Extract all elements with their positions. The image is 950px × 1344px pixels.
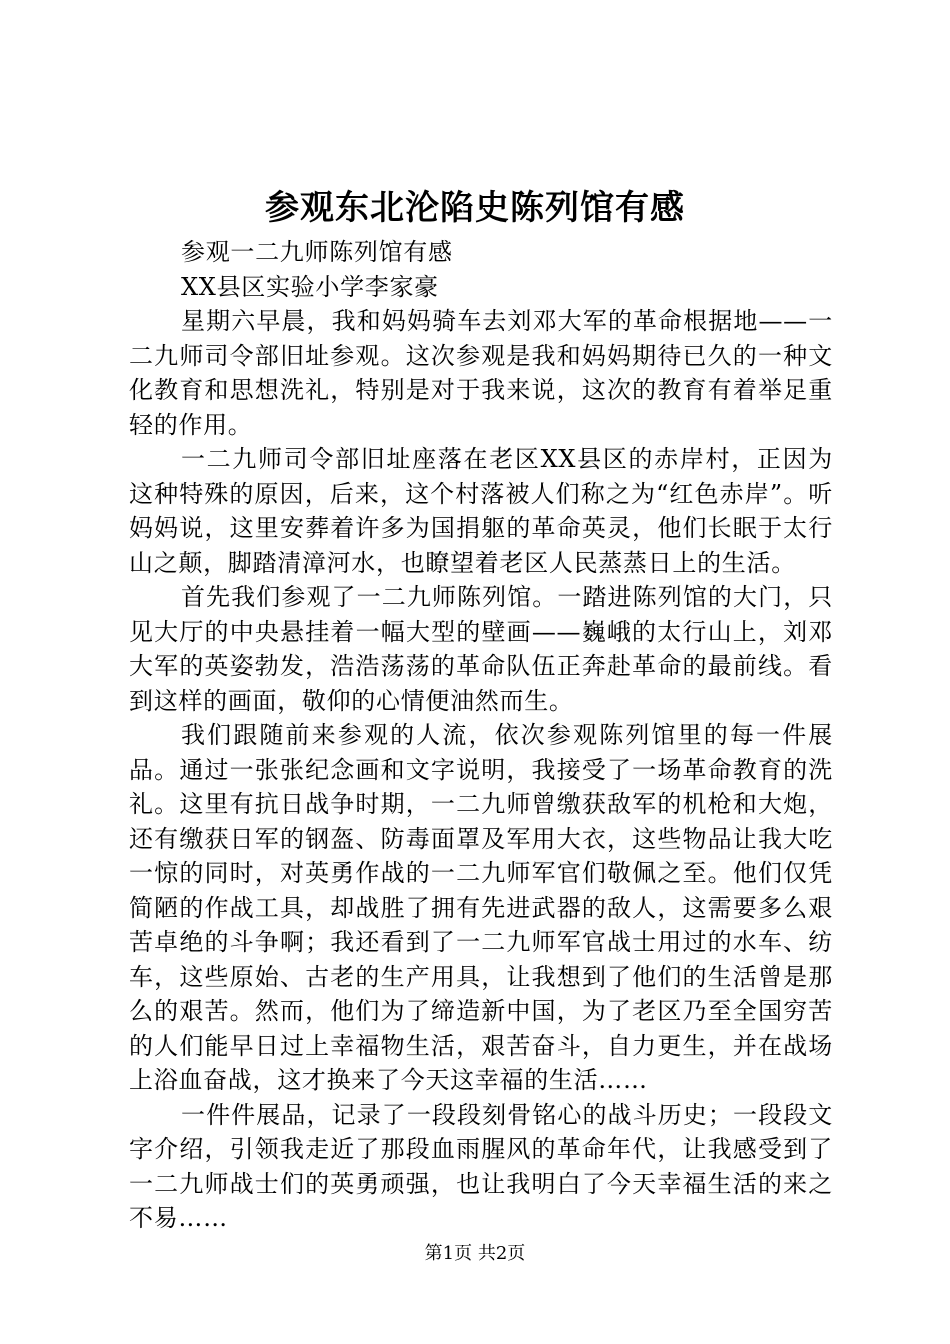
document-title: 参观东北沦陷史陈列馆有感 (265, 188, 685, 228)
body-paragraph: 一二九师司令部旧址座落在老区XX县区的赤岸村，正因为这种特殊的原因，后来，这个村落被人们称之为“红色赤岸”。听妈妈说，这里安葬着许多为国捐躯的革命英灵，他们长眠于太行山之颠，脚踏清漳河水，也瞭望着老区人民蒸蒸日上的生活。 (129, 445, 833, 577)
subtitle-line: 参观一二九师陈列馆有感 (181, 238, 453, 266)
body-paragraph: 一件件展品，记录了一段段刻骨铭心的战斗历史；一段段文字介绍，引领我走近了那段血雨腥风的革命年代，让我感受到了一二九师战士们的英勇顽强，也让我明白了今天幸福生活的来之不易…… (129, 1100, 833, 1232)
author-line: XX县区实验小学李家豪 (181, 272, 439, 301)
page-footer: 第1页 共2页 (424, 1243, 526, 1264)
body-paragraph: 我们跟随前来参观的人流，依次参观陈列馆里的每一件展品。通过一张张纪念画和文字说明，我接受了一场革命教育的洗礼。这里有抗日战争时期，一二九师曾缴获敌军的机枪和大炮，还有缴获日军的钢盔、防毒面罩及军用大衣，这些物品让我大吃一惊的同时，对英勇作战的一二九师军官们敬佩之至。他们仅凭简陋的作战工具，却战胜了拥有先进武器的敌人，这需要多么艰苦卓绝的斗争啊；我还看到了一二九师军官战士用过的水车、纺车，这些原始、古老的生产用具，让我想到了他们的生活曾是那么的艰苦。然而，他们为了缔造新中国，为了老区乃至全国穷苦的人们能早日过上幸福物生活，艰苦奋斗，自力更生，并在战场上浴血奋战，这才换来了今天这幸福的生活…… (129, 721, 833, 1094)
body-paragraph: 星期六早晨，我和妈妈骑车去刘邓大军的革命根据地——一二九师司令部旧址参观。这次参观是我和妈妈期待已久的一种文化教育和思想洗礼，特别是对于我来说，这次的教育有着举足重轻的作用。 (129, 307, 833, 439)
body-paragraph: 首先我们参观了一二九师陈列馆。一踏进陈列馆的大门，只见大厅的中央悬挂着一幅大型的壁画——巍峨的太行山上，刘邓大军的英姿勃发，浩浩荡荡的革命队伍正奔赴革命的最前线。看到这样的画面，敬仰的心情便油然而生。 (129, 583, 833, 715)
document-body (129, 235, 833, 1236)
